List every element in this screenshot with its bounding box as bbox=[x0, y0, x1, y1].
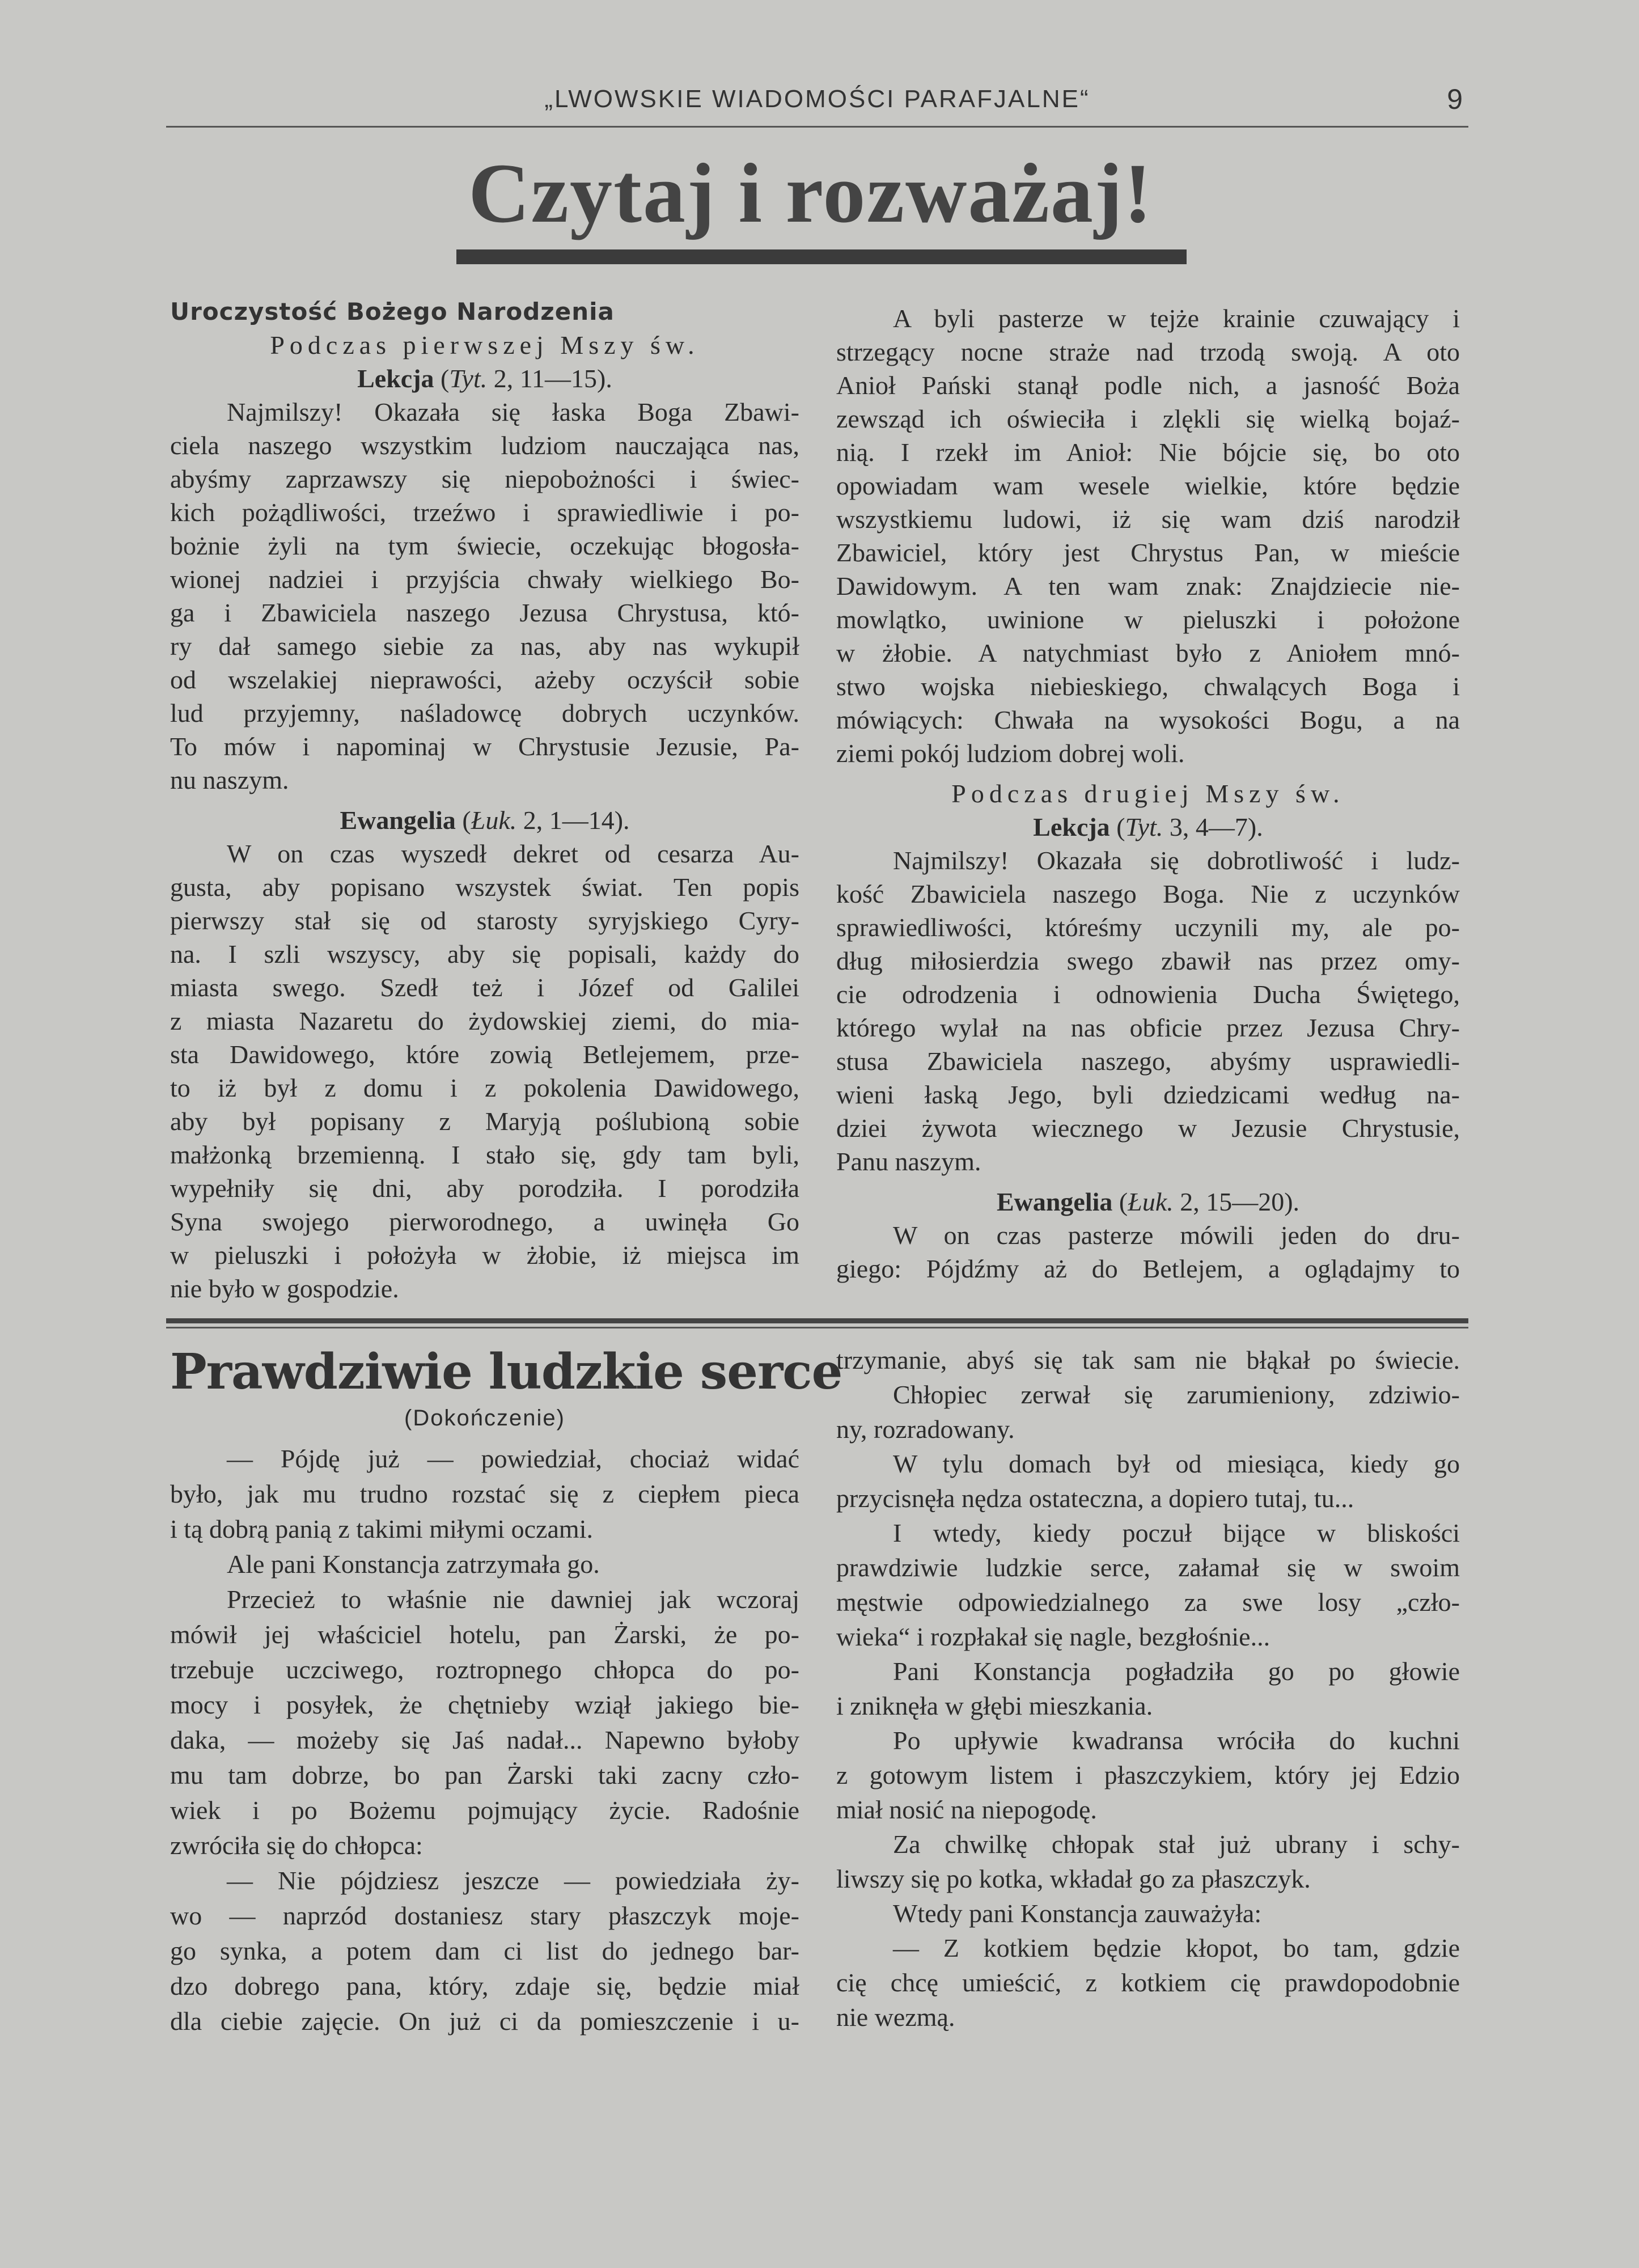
paragraph bbox=[170, 837, 799, 1305]
publication-title: „LWOWSKIE WIADOMOŚCI PARAFJALNE“ bbox=[544, 85, 1090, 113]
text-line: wo — naprzód dostaniesz stary płaszczyk moje- bbox=[170, 1901, 799, 1930]
text-line: dług miłosierdzia swego zbawił nas przez omy- bbox=[836, 946, 1460, 975]
paragraph bbox=[170, 1547, 799, 1582]
text-line: wieka“ i rozpłakał się nagle, bezgłośnie... bbox=[836, 1622, 1270, 1651]
text-line: na. I szli wszyscy, aby się popisali, każdy do bbox=[170, 940, 799, 968]
column-top-right bbox=[836, 302, 1460, 1285]
text-line: pierwszy stał się od starosty syryjskiego Cyry- bbox=[170, 906, 799, 935]
text-line: prawdziwie ludzkie serce, załamał się w swoim bbox=[836, 1553, 1460, 1582]
paragraph bbox=[836, 1896, 1460, 1931]
paragraph bbox=[170, 1582, 799, 1863]
reading-book: Tyt. bbox=[449, 364, 488, 393]
text-line: zewsząd ich oświeciła i zlękli się wielką bojaź- bbox=[836, 404, 1460, 433]
text-line: bożnie żyli na tym świecie, oczekując błogosła- bbox=[170, 531, 799, 560]
text-line: męstwie odpowiedzialnego za swe losy „czło- bbox=[836, 1588, 1460, 1617]
paragraph bbox=[836, 1516, 1460, 1654]
text-line: giego: Pójdźmy aż do Betlejem, a oglądajmy to bbox=[836, 1254, 1460, 1283]
text-line: ciela naszego wszystkim ludziom nauczająca nas, bbox=[170, 431, 799, 460]
reading-paren: ( bbox=[1109, 813, 1125, 841]
text-line: A byli pasterze w tejże krainie czuwający i bbox=[893, 304, 1460, 333]
reading-verses: 2, 15—20). bbox=[1173, 1187, 1300, 1216]
reading-paren: ( bbox=[1112, 1187, 1128, 1216]
paragraph bbox=[836, 1827, 1460, 1896]
text-line: cię chcę umieścić, z kotkiem cię prawdopodobnie bbox=[836, 1968, 1460, 1997]
text-line: Panu naszym. bbox=[836, 1147, 981, 1176]
text-line: nie wezmą. bbox=[836, 2003, 955, 2032]
text-line: stwo wojska niebieskiego, chwalących Boga i bbox=[836, 672, 1460, 701]
text-line: W on czas wyszedł dekret od cesarza Au- bbox=[227, 839, 799, 868]
reading-reference bbox=[170, 803, 799, 837]
text-line: abyśmy zaprzawszy się niepobożności i świec- bbox=[170, 464, 799, 493]
reading-reference bbox=[836, 1185, 1460, 1218]
text-line: mówiących: Chwała na wysokości Bogu, a na bbox=[836, 705, 1460, 734]
section-title: Czytaj i rozważaj! bbox=[468, 146, 1153, 240]
text-line: — Z kotkiem będzie kłopot, bo tam, gdzie bbox=[893, 1933, 1460, 1962]
text-line: To mów i napominaj w Chrystusie Jezusie, Pa- bbox=[170, 732, 799, 761]
text-line: sta Dawidowego, które zowią Betlejemem, prze- bbox=[170, 1040, 799, 1069]
column-top-left bbox=[170, 295, 799, 1305]
paragraph bbox=[836, 1343, 1460, 1377]
running-header bbox=[166, 85, 1468, 125]
text-line: Syna swojego pierworodnego, a uwinęła Go bbox=[170, 1207, 799, 1236]
paragraph bbox=[170, 1863, 799, 2039]
text-line: ny, rozradowany. bbox=[836, 1415, 1015, 1444]
reading-reference bbox=[836, 810, 1460, 844]
reading-label: Ewangelia bbox=[996, 1187, 1113, 1216]
story-title: Prawdziwie ludzkie serce bbox=[170, 1343, 842, 1400]
story-subtitle: (Dokończenie) bbox=[404, 1406, 565, 1431]
text-line: gusta, aby popisano wszystek świat. Ten popis bbox=[170, 873, 799, 902]
text-line: nie było w gospodzie. bbox=[170, 1274, 399, 1303]
header-rule bbox=[166, 126, 1468, 128]
text-line: aby był popisany z Maryją poślubioną sobie bbox=[170, 1107, 799, 1136]
text-line: — Nie pójdziesz jeszcze — powiedziała ży- bbox=[227, 1866, 799, 1895]
paragraph bbox=[836, 1446, 1460, 1516]
reading-label: Lekcja bbox=[1033, 813, 1110, 841]
text-line: którego wylał na nas obficie przez Jezusa Chry- bbox=[836, 1013, 1460, 1042]
text-line: wieni łaską Jego, byli dziedzicami według na- bbox=[836, 1080, 1460, 1109]
text-line: wypełniły się dni, aby porodziła. I porodziła bbox=[170, 1174, 799, 1203]
paragraph bbox=[170, 1441, 799, 1547]
text-line: miasta swego. Szedł też i Józef od Galilei bbox=[170, 973, 799, 1002]
text-line: go synka, a potem dam ci list do jednego bar- bbox=[170, 1936, 799, 1965]
mass-subheading: Podczas drugiej Mszy św. bbox=[951, 779, 1345, 808]
paragraph bbox=[836, 1931, 1460, 2034]
text-line: wiek i po Bożemu pojmujący życie. Radośnie bbox=[170, 1796, 799, 1825]
column-bottom-left bbox=[170, 1343, 842, 2039]
text-line: było, jak mu trudno rozstać się z ciepłem pieca bbox=[170, 1479, 799, 1508]
text-line: Ale pani Konstancja zatrzymała go. bbox=[227, 1550, 600, 1579]
text-line: Pani Konstancja pogładziła go po głowie bbox=[893, 1657, 1460, 1686]
title-underline-bar bbox=[456, 249, 1187, 264]
reading-book: Łuk. bbox=[471, 806, 517, 835]
text-line: od wszelakiej nieprawości, ażeby oczyścił sobie bbox=[170, 665, 799, 694]
text-line: stusa Zbawiciela naszego, abyśmy usprawiedli- bbox=[836, 1047, 1460, 1076]
text-line: liwszy się po kotka, wkładał go za płaszczyk. bbox=[836, 1864, 1311, 1893]
section-divider-thin bbox=[166, 1327, 1468, 1328]
text-line: Przecież to właśnie nie dawniej jak wczoraj bbox=[227, 1585, 799, 1614]
text-line: nią. I rzekł im Anioł: Nie bójcie się, bo oto bbox=[836, 438, 1460, 467]
text-line: sprawiedliwości, któreśmy uczynili my, ale po- bbox=[836, 913, 1460, 942]
text-line: małżonką brzemienną. I stało się, gdy tam byli, bbox=[170, 1140, 799, 1169]
paragraph bbox=[836, 1654, 1460, 1723]
text-line: Po upływie kwadransa wróciła do kuchni bbox=[893, 1726, 1460, 1755]
text-line: daka, — możeby się Jaś nadał... Napewno byłoby bbox=[170, 1725, 799, 1754]
reading-verses: 3, 4—7). bbox=[1163, 813, 1263, 841]
text-line: Wtedy pani Konstancja zauważyła: bbox=[893, 1899, 1262, 1928]
text-line: W tylu domach był od miesiąca, kiedy go bbox=[893, 1449, 1460, 1478]
text-line: I wtedy, kiedy poczuł bijące w bliskości bbox=[893, 1518, 1460, 1547]
text-line: Chłopiec zerwał się zarumieniony, zdziwio- bbox=[893, 1380, 1460, 1409]
text-line: opowiadam wam wesele wielkie, które będzie bbox=[836, 471, 1460, 500]
reading-paren: ( bbox=[434, 364, 450, 393]
text-line: z gotowym listem i płaszczykiem, który jej Edzio bbox=[836, 1761, 1460, 1789]
text-line: i zniknęła w głębi mieszkania. bbox=[836, 1691, 1153, 1720]
paragraph bbox=[836, 844, 1460, 1178]
paragraph bbox=[836, 1218, 1460, 1285]
reading-reference bbox=[170, 362, 799, 395]
paragraph bbox=[170, 395, 799, 797]
reading-paren: ( bbox=[455, 806, 471, 835]
reading-verses: 2, 11—15). bbox=[487, 364, 612, 393]
text-line: dzo dobrego pana, który, zdaje się, będzie miał bbox=[170, 1971, 799, 2000]
text-line: to iż był z domu i z pokolenia Dawidowego, bbox=[170, 1073, 799, 1102]
text-line: miał nosić na niepogodę. bbox=[836, 1795, 1097, 1824]
text-line: Najmilszy! Okazała się dobrotliwość i ludz- bbox=[893, 846, 1460, 875]
text-line: — Pójdę już — powiedział, chociaż widać bbox=[227, 1444, 799, 1473]
article-heading: Uroczystość Bożego Narodzenia bbox=[170, 298, 615, 325]
text-line: cie odrodzenia i odnowienia Ducha Świętego, bbox=[836, 980, 1460, 1009]
text-line: ziemi pokój ludziom dobrej woli. bbox=[836, 739, 1185, 768]
paragraph bbox=[836, 1377, 1460, 1446]
text-line: lud przyjemny, naśladowcę dobrych uczynków. bbox=[170, 699, 799, 727]
text-line: w żłobie. A natychmiast było z Aniołem mnó- bbox=[836, 638, 1460, 667]
text-line: przycisnęła nędza ostateczna, a dopiero tutaj, tu... bbox=[836, 1484, 1354, 1513]
text-line: wszystkiemu ludowi, iż się wam dziś narodził bbox=[836, 505, 1460, 534]
reading-label: Ewangelia bbox=[340, 806, 456, 835]
mass-subheading: Podczas pierwszej Mszy św. bbox=[270, 331, 700, 359]
text-line: mowlątko, uwinione w pieluszki i położone bbox=[836, 605, 1460, 634]
text-line: mu tam dobrze, bo pan Żarski taki zacny czło- bbox=[170, 1761, 799, 1789]
text-line: Zbawiciel, który jest Chrystus Pan, w mieście bbox=[836, 538, 1460, 567]
text-line: dziei żywota wiecznego w Jezusie Chrystusie, bbox=[836, 1114, 1460, 1143]
text-line: mocy i posyłek, że chętnieby wziął jakiego bie- bbox=[170, 1690, 799, 1719]
reading-book: Łuk. bbox=[1128, 1187, 1174, 1216]
reading-label: Lekcja bbox=[357, 364, 434, 393]
text-line: Anioł Pański stanął podle nich, a jasność Boża bbox=[836, 371, 1460, 400]
reading-verses: 2, 1—14). bbox=[516, 806, 630, 835]
column-bottom-right bbox=[836, 1343, 1460, 2034]
text-line: dla ciebie zajęcie. On już ci da pomieszczenie i u- bbox=[170, 2007, 799, 2036]
text-line: ry dał samego siebie za nas, aby nas wykupił bbox=[170, 632, 799, 661]
section-divider bbox=[166, 1318, 1468, 1323]
text-line: strzegący nocne straże nad trzodą swoją. A oto bbox=[836, 337, 1460, 366]
text-line: wionej nadziei i przyjścia chwały wielkiego Bo- bbox=[170, 565, 799, 594]
text-line: kich pożądliwości, trzeźwo i sprawiedliwie i po- bbox=[170, 498, 799, 527]
text-line: zwróciła się do chłopca: bbox=[170, 1831, 423, 1860]
text-line: z miasta Nazaretu do żydowskiej ziemi, do mia- bbox=[170, 1006, 799, 1035]
text-line: mówił jej właściciel hotelu, pan Żarski, że po- bbox=[170, 1620, 799, 1649]
reading-book: Tyt. bbox=[1125, 813, 1163, 841]
text-line: trzymanie, abyś się tak sam nie błąkał po świecie. bbox=[836, 1345, 1460, 1374]
page-number: 9 bbox=[1447, 83, 1463, 115]
text-line: trzebuje uczciwego, roztropnego chłopca do po- bbox=[170, 1655, 799, 1684]
paragraph bbox=[836, 302, 1460, 770]
text-line: w pieluszki i położyła w żłobie, iż miejsca im bbox=[170, 1241, 799, 1270]
text-line: Za chwilkę chłopak stał już ubrany i schy- bbox=[893, 1830, 1460, 1859]
paragraph bbox=[836, 1723, 1460, 1827]
text-line: nu naszym. bbox=[170, 765, 289, 794]
text-line: kość Zbawiciela naszego Boga. Nie z uczynków bbox=[836, 879, 1460, 908]
text-line: Najmilszy! Okazała się łaska Boga Zbawi- bbox=[227, 397, 799, 426]
text-line: ga i Zbawiciela naszego Jezusa Chrystusa, któ- bbox=[170, 598, 799, 627]
text-line: i tą dobrą panią z takimi miłymi oczami. bbox=[170, 1514, 593, 1543]
text-line: Dawidowym. A ten wam znak: Znajdziecie nie- bbox=[836, 572, 1460, 600]
text-line: W on czas pasterze mówili jeden do dru- bbox=[893, 1221, 1460, 1250]
